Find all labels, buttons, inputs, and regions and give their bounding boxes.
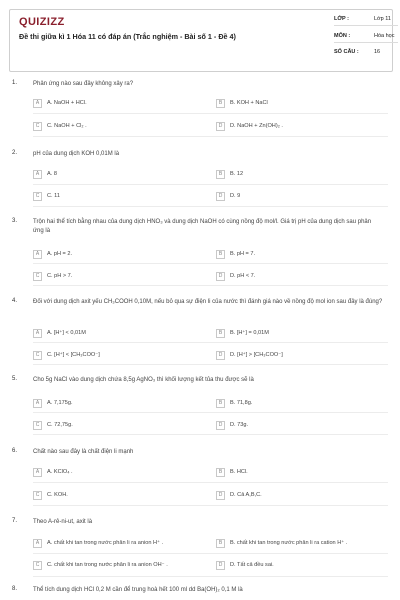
divider	[33, 263, 388, 264]
quizizz-logo: QUIZIZZ	[19, 16, 65, 28]
divider	[33, 113, 388, 114]
option-text: D. NaOH + Zn(OH)₂ .	[230, 123, 283, 129]
option-letter-box: D	[216, 421, 225, 430]
option-letter-box: A	[33, 329, 42, 338]
option-letter-box: C	[33, 192, 42, 201]
option-letter-box: A	[33, 250, 42, 259]
option-letter-box: C	[33, 272, 42, 281]
option-text: D. Tất cả đều sai.	[230, 562, 274, 568]
divider	[33, 364, 388, 365]
option-text: C. pH > 7.	[47, 273, 73, 279]
option-text: C. chất khi tan trong nước phân li ra anion OH⁻ .	[47, 562, 168, 568]
option-text: D. [H⁺] > [CH₃COO⁻]	[230, 352, 283, 358]
option-text: A. KClO₄ .	[47, 469, 73, 475]
option-letter-box: B	[216, 250, 225, 259]
option-letter-box: D	[216, 272, 225, 281]
question-number: 3.	[12, 218, 18, 224]
worksheet-header	[9, 9, 393, 72]
divider	[33, 285, 388, 286]
option-text: A. pH = 2.	[47, 251, 73, 257]
option-letter-box: D	[216, 561, 225, 570]
option-text: D. Cả A,B,C.	[230, 492, 262, 498]
count-value: 16	[374, 49, 381, 55]
question-text: Theo A-rê-ni-ut, axit là	[33, 519, 93, 525]
option-text: C. [H⁺] < [CH₃COO⁻]	[47, 352, 100, 358]
question-text: Thể tích dung dịch HCl 0,2 M cần để trung hoà hết 100 ml dd Ba(OH)₂ 0,1 M là	[33, 587, 243, 593]
divider	[334, 25, 398, 26]
option-letter-box: A	[33, 99, 42, 108]
divider	[33, 206, 388, 207]
option-text: B. KOH + NaCl	[230, 100, 268, 106]
option-text: B. chất khi tan trong nước phân li ra cation H⁺ .	[230, 540, 348, 546]
option-letter-box: C	[33, 421, 42, 430]
divider	[33, 412, 388, 413]
question-number: 8.	[12, 586, 18, 592]
option-letter-box: C	[33, 351, 42, 360]
divider	[33, 505, 388, 506]
option-letter-box: A	[33, 539, 42, 548]
class-label: LỚP :	[334, 16, 349, 22]
option-text: C. 11	[47, 193, 60, 199]
option-text: D. 73g.	[230, 422, 249, 428]
option-letter-box: D	[216, 351, 225, 360]
question-text: Phản ứng nào sau đây không xảy ra?	[33, 81, 134, 87]
option-letter-box: D	[216, 122, 225, 131]
option-letter-box: A	[33, 468, 42, 477]
divider	[33, 184, 388, 185]
divider	[334, 42, 398, 43]
option-text: A. [H⁺] < 0,01M	[47, 330, 86, 336]
question-number: 1.	[12, 80, 18, 86]
page-title: Đề thi giữa kì 1 Hóa 11 có đáp án (Trắc nghiệm - Bài số 1 - Đề 4)	[19, 32, 236, 41]
option-letter-box: A	[33, 399, 42, 408]
option-letter-box: B	[216, 468, 225, 477]
question-text: pH của dung dịch KOH 0,01M là	[33, 151, 120, 157]
option-text: C. KOH.	[47, 492, 68, 498]
option-letter-box: B	[216, 329, 225, 338]
question-text: Trộn hai thể tích bằng nhau của dung dịch HNO₃ và dung dịch NaOH có cùng nồng độ mol/l. Giá trị pH của dung dịch sau phản ứng là	[33, 219, 372, 234]
divider	[33, 342, 388, 343]
question-number: 4.	[12, 298, 18, 304]
option-text: A. NaOH + HCl.	[47, 100, 87, 106]
option-text: A. chất khi tan trong nước phân li ra anion H⁺ .	[47, 540, 164, 546]
option-letter-box: A	[33, 170, 42, 179]
option-text: D. pH < 7.	[230, 273, 256, 279]
option-letter-box: B	[216, 170, 225, 179]
subject-label: MÔN :	[334, 33, 351, 39]
option-text: B. 71,8g.	[230, 400, 253, 406]
option-text: C. NaOH + Cl₂ .	[47, 123, 87, 129]
option-text: C. 72,75g.	[47, 422, 73, 428]
question-number: 6.	[12, 448, 18, 454]
divider	[33, 576, 388, 577]
option-letter-box: C	[33, 561, 42, 570]
question-text: Đối với dung dịch axit yếu CH₃COOH 0,10M, nếu bỏ qua sự điện li của nước thì đánh giá nào về nồng độ mol ion sau đây là đúng?	[33, 299, 383, 305]
divider	[33, 553, 388, 554]
option-text: A. 8	[47, 171, 57, 177]
option-text: A. 7,175g.	[47, 400, 73, 406]
question-text: Cho 5g NaCl vào dung dịch chứa 8,5g AgNO₃ thì khối lượng kết tủa thu được sẽ là	[33, 377, 254, 383]
class-value: Lớp 11	[374, 16, 391, 22]
option-text: B. pH = 7.	[230, 251, 256, 257]
subject-value: Hóa học	[374, 33, 395, 39]
option-letter-box: D	[216, 192, 225, 201]
question-number: 7.	[12, 518, 18, 524]
option-letter-box: B	[216, 399, 225, 408]
option-text: B. HCl.	[230, 469, 248, 475]
divider	[33, 136, 388, 137]
option-letter-box: B	[216, 539, 225, 548]
option-letter-box: D	[216, 491, 225, 500]
question-number: 5.	[12, 376, 18, 382]
option-letter-box: B	[216, 99, 225, 108]
option-text: D. 9	[230, 193, 241, 199]
option-letter-box: C	[33, 122, 42, 131]
divider	[33, 482, 388, 483]
count-label: SỐ CÂU :	[334, 49, 359, 55]
option-text: B. 12	[230, 171, 244, 177]
question-number: 2.	[12, 150, 18, 156]
option-text: B. [H⁺] = 0,01M	[230, 330, 269, 336]
question-text: Chất nào sau đây là chất điện li mạnh	[33, 449, 134, 455]
option-letter-box: C	[33, 491, 42, 500]
divider	[33, 434, 388, 435]
